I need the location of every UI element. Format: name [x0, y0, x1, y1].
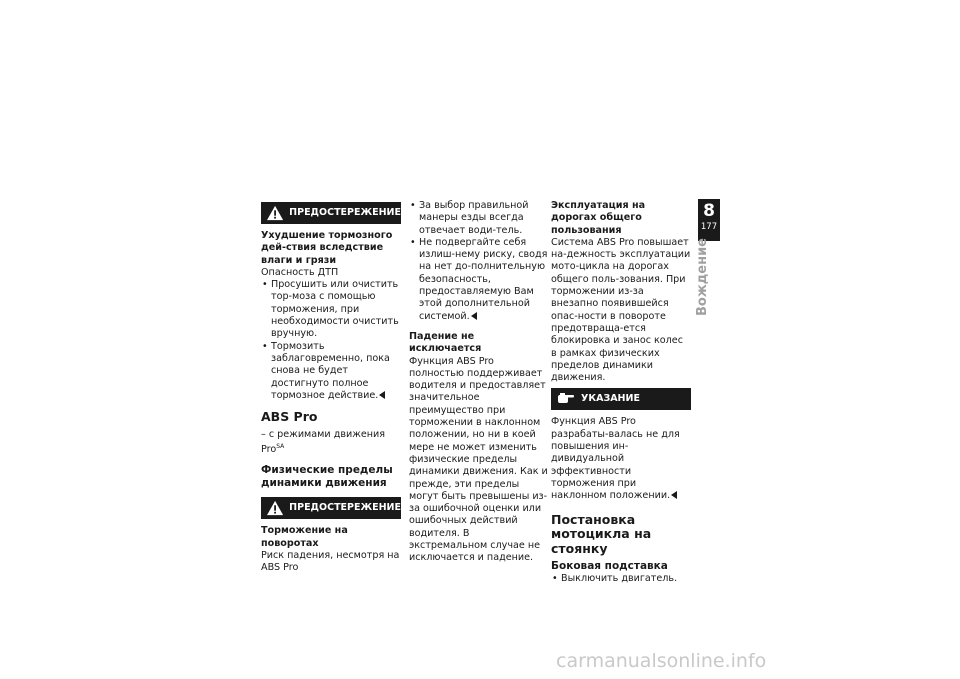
fall-text: Функция ABS Pro полностью поддерживает водителя и предоставляет значительное преимущество при торможении в наклонном положении, но ни в коей мере не может изменить физические пределы динамики движения. Как и прежде, эти пределы могут быть превышены из-за ошибочной оценки или ошибочных действий водителя. В экстремальном случае не исключается и падение. — [409, 355, 548, 564]
fall-title: Падение не исключается — [409, 330, 482, 355]
column-2 — [409, 200, 549, 565]
note-box — [551, 388, 691, 410]
abs-subtitle: – с режимами движения Pro$^{SA}$ — [261, 428, 386, 456]
note-text: Функция ABS Pro разрабаты-валась не для повышения ин-дивидуальной эффективности торможения при наклонном положении. — [551, 416, 680, 502]
watermark: carmanualsonline.info — [556, 650, 767, 672]
list-item: • Тормозить заблаговременно, пока снова не будет достигнуто полное тормозное действие. — [261, 341, 401, 402]
warning-risk: Опасность ДТП — [261, 266, 339, 278]
end-mark-icon — [379, 391, 385, 399]
warning-label: ПРЕДОСТЕРЕЖЕНИЕ — [289, 206, 401, 218]
end-mark-icon — [471, 312, 477, 320]
chapter-tab — [698, 199, 720, 241]
stand-list — [551, 573, 691, 585]
bullet-list — [409, 200, 549, 323]
note-label: УКАЗАНИЕ — [581, 393, 640, 405]
warning-box — [261, 202, 401, 224]
list-item: • Выключить двигатель. — [551, 573, 691, 585]
parking-title: Постановка мотоцикла на стоянку — [551, 511, 652, 556]
operation-text: Система ABS Pro повышает на-дежность эксплуатации мото-цикла на дорогах общего поль-зования. При торможении из-за внезапно появившейся опас-ности в повороте предотвраща-ется блокировка и занос колес в рамках физических пределов динамики движения. — [551, 236, 691, 384]
list-item: • Просушить или очистить тор-моза с помощью торможения, при необходимости очистить вручную. — [261, 279, 401, 340]
column-1 — [261, 200, 401, 575]
end-mark-icon — [671, 491, 677, 499]
pointing-hand-icon — [557, 392, 575, 406]
warning-triangle-icon — [267, 500, 283, 516]
chapter-number: 8 — [703, 201, 715, 221]
warning-triangle-icon — [267, 205, 283, 221]
physical-limits-title: Физические пределы динамики движения — [261, 464, 393, 489]
chapter-side-label: Вождение — [695, 238, 710, 316]
warning-heading: Ухудшение тормозного дей-ствия вследствие влаги и грязи — [261, 230, 393, 266]
operation-title: Эксплуатация на дорогах общего пользования — [551, 200, 646, 236]
warning-list — [261, 279, 401, 402]
page-number: 177 — [700, 222, 718, 232]
warning-text: Риск падения, несмотря на ABS Pro — [261, 550, 400, 574]
warning-box — [261, 497, 401, 519]
list-item: • Не подвергайте себя излиш-нему риску, сводя на нет до-полнительную безопасность, предоставляемую Вам этой дополнительной системой. — [409, 237, 549, 323]
warning-label: ПРЕДОСТЕРЕЖЕНИЕ — [289, 502, 401, 514]
side-stand-title: Боковая подставка — [551, 560, 668, 573]
column-3 — [551, 200, 691, 585]
warning-heading: Торможение на поворотах — [261, 525, 348, 549]
section-title-abs: ABS Pro — [261, 409, 318, 425]
list-item: • За выбор правильной манеры езды всегда отвечает води-тель. — [409, 200, 549, 237]
